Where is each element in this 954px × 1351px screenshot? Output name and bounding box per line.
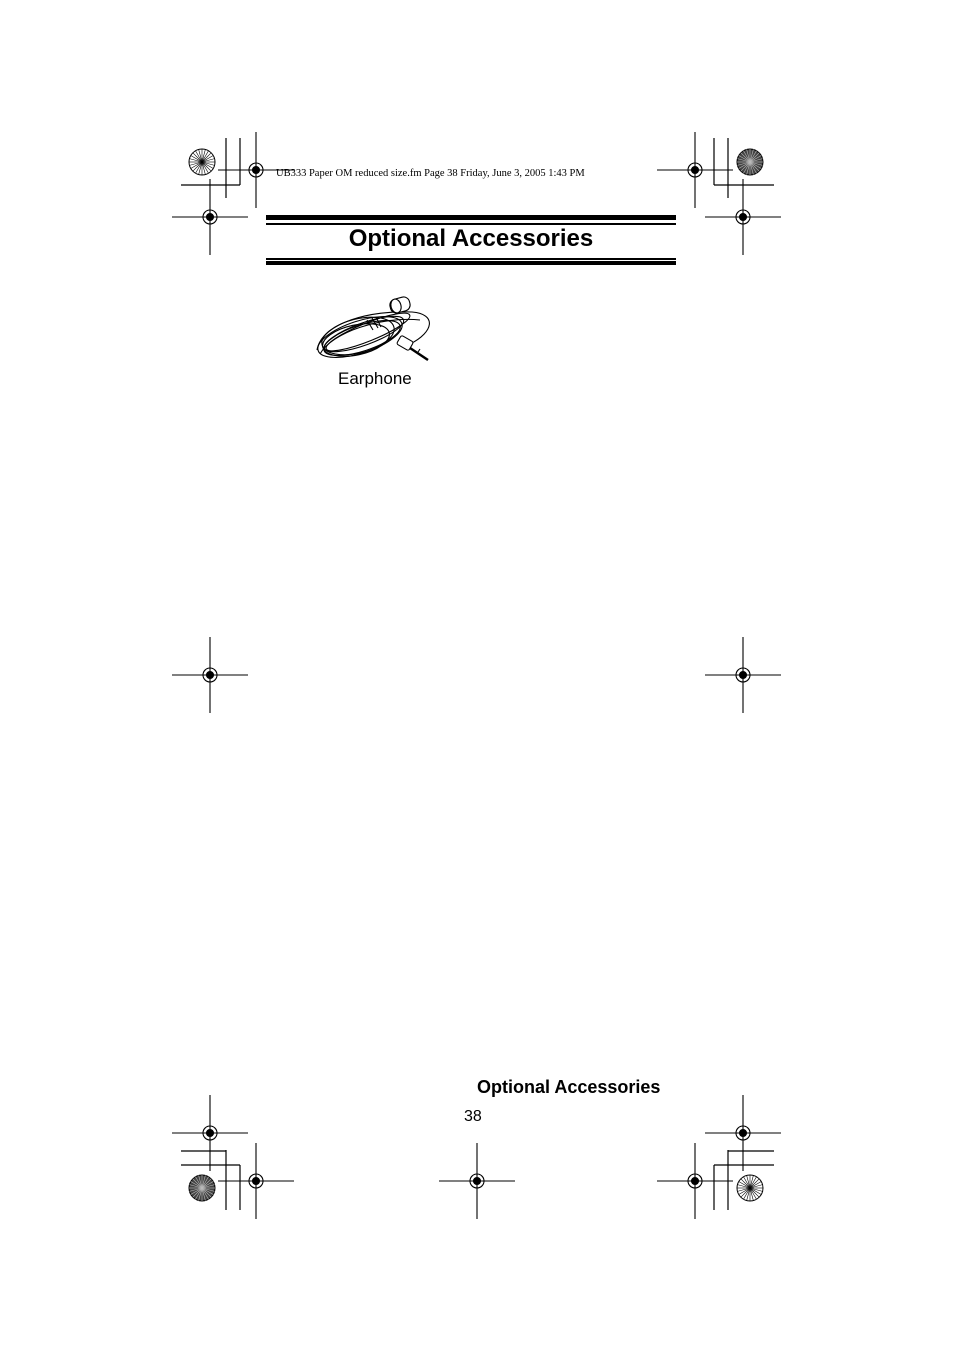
title-bottom-rule: [266, 261, 676, 265]
registration-crosshair: [172, 637, 248, 713]
registration-crosshair: [172, 179, 248, 255]
registration-crosshair: [172, 1095, 248, 1171]
registration-crosshair: [705, 1095, 781, 1171]
registration-crosshair: [439, 1143, 515, 1219]
registration-starburst: [737, 149, 763, 175]
registration-crosshair: [218, 1143, 294, 1219]
registration-starburst: [737, 1175, 763, 1201]
title-bottom-thin-rule: [266, 258, 676, 260]
registration-crosshair: [657, 1143, 733, 1219]
registration-crosshair: [705, 179, 781, 255]
earphone-icon: [312, 292, 440, 370]
page-number: 38: [464, 1108, 482, 1125]
running-footer-title: Optional Accessories: [477, 1077, 661, 1097]
earphone-label: Earphone: [338, 369, 412, 388]
file-info-header: UB333 Paper OM reduced size.fm Page 38 Friday, June 3, 2005 1:43 PM: [276, 168, 585, 179]
registration-crosshair: [657, 132, 733, 208]
section-title: Optional Accessories: [348, 225, 594, 252]
title-top-rule: [266, 215, 676, 220]
registration-starburst: [189, 149, 215, 175]
registration-crosshair: [705, 637, 781, 713]
registration-starburst: [189, 1175, 215, 1201]
